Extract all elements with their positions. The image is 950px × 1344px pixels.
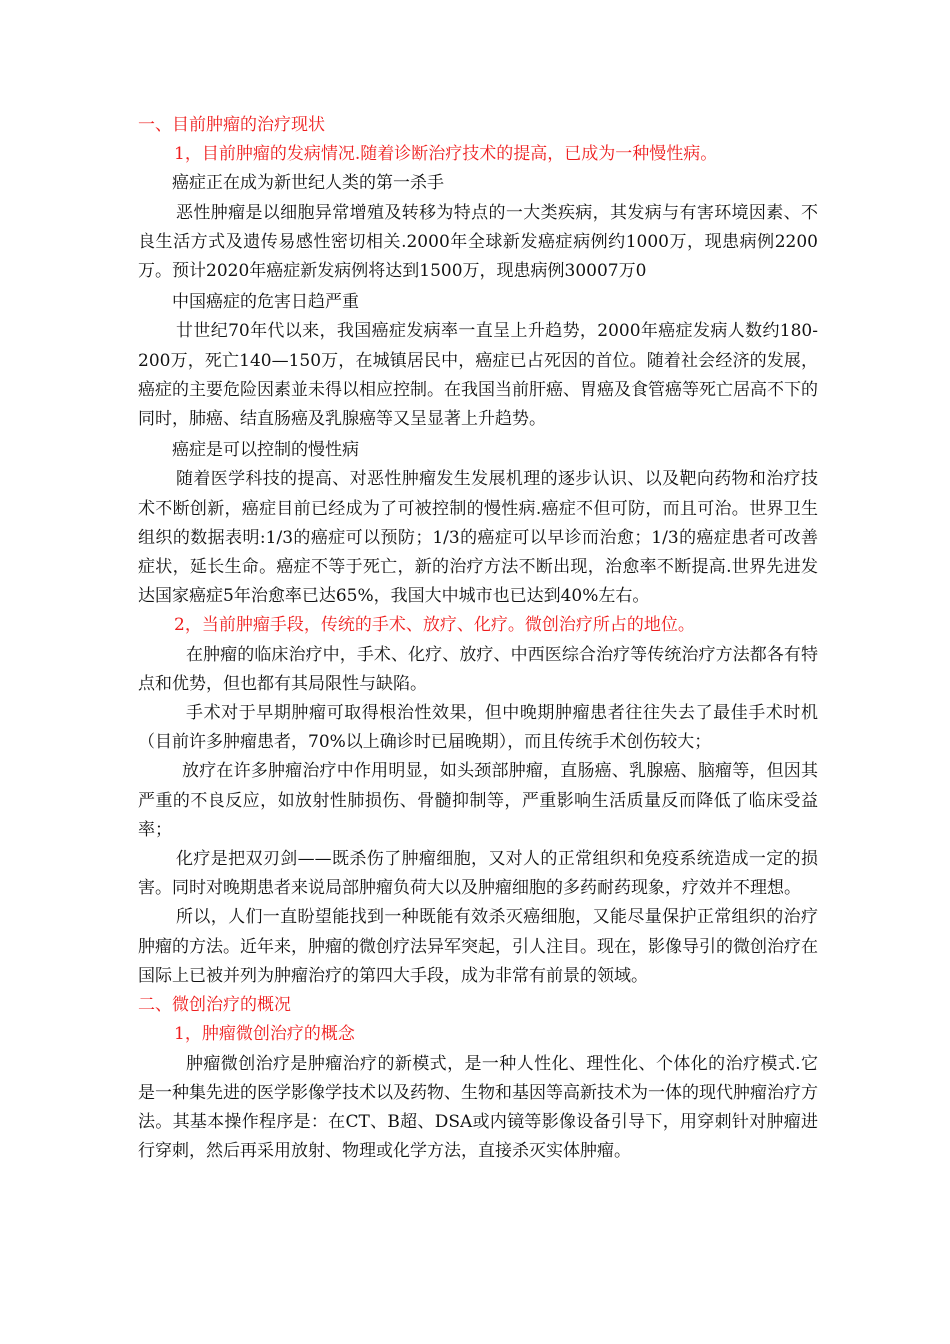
paragraph-4: 在肿瘤的临床治疗中，手术、化疗、放疗、中西医综合治疗等传统治疗方法都各有特点和优势，但也都有其局限性与缺陷。 [138,644,818,694]
paragraph-2: 廿世纪70年代以来，我国癌症发病率一直呈上升趋势，2000年癌症发病人数约180-200万，死亡140—150万，在城镇居民中，癌症已占死因的首位。随着社会经济的发展，癌症的主要危险因素並未得以相应控制。在我国当前肝癌、胃癌及食管癌等死亡居高不下的同时，肺癌、结直肠癌及乳腺癌等又呈显著上升趋势。 [138,321,818,430]
paragraph-3: 随着医学科技的提高、对恶性肿瘤发生发展机理的逐步认识、以及靶向药物和治疗技术不断创新，癌症目前已经成为了可被控制的慢性病.癌症不但可防，而且可治。世界卫生组织的数据表明:1/3的癌症可以预防；1/3的癌症可以早诊而治愈；1/3的癌症患者可改善症状，延长生命。癌症不等于死亡，新的治疗方法不断出现，治愈率不断提高.世界先进发达国家癌症5年治愈率已达65%，我国大中城市也已达到40%左右。 [138,469,818,607]
subsection-1-2-heading: 2，当前肿瘤手段，传统的手术、放疗、化疗。微创治疗所占的地位。 [174,615,695,636]
paragraph-7: 化疗是把双刃剑——既杀伤了肿瘤细胞，又对人的正常组织和免疫系统造成一定的损害。同时对晚期患者来说局部肿瘤负荷大以及肿瘤细胞的多药耐药现象，疗效并不理想。 [138,849,818,899]
topic-heading-1: 癌症正在成为新世纪人类的第一杀手 [172,173,444,194]
subsection-1-1-heading: 1，目前肿瘤的发病情况.随着诊断治疗技术的提高，已成为一种慢性病。 [174,144,718,165]
paragraph-1: 恶性肿瘤是以细胞异常增殖及转移为特点的一大类疾病，其发病与有害环境因素、不良生活方式及遗传易感性密切相关.2000年全球新发癌症病例约1000万，现患病例2200万。预计2020年癌症新发病例将达到1500万，现患病例30007万0 [138,202,818,282]
paragraph-8: 所以，人们一直盼望能找到一种既能有效杀灭癌细胞，又能尽量保护正常组织的治疗肿瘤的方法。近年来，肿瘤的微创疗法异军突起，引人注目。现在，影像导引的微创治疗在国际上已被并列为肿瘤治疗的第四大手段，成为非常有前景的领域。 [138,907,818,986]
paragraph-6: 放疗在许多肿瘤治疗中作用明显，如头颈部肿瘤，直肠癌、乳腺癌、脑瘤等，但因其严重的不良反应，如放射性肺损伤、骨髓抑制等，严重影响生活质量反而降低了临床受益率； [138,761,818,840]
section-2-heading: 二、微创治疗的概况 [138,995,291,1016]
topic-heading-2: 中国癌症的危害日趋严重 [172,292,359,313]
paragraph-5: 手术对于早期肿瘤可取得根治性效果，但中晚期肿瘤患者往往失去了最佳手术时机（目前许多肿瘤患者，70%以上确诊时已届晚期），而且传统手术创伤较大； [138,703,818,753]
subsection-2-1-heading: 1，肿瘤微创治疗的概念 [174,1024,355,1045]
section-1-heading: 一、目前肿瘤的治疗现状 [138,115,325,135]
paragraph-9: 肿瘤微创治疗是肿瘤治疗的新模式，是一种人性化、理性化、个体化的治疗模式.它是一种集先进的医学影像学技术以及药物、生物和基因等高新技术为一体的现代肿瘤治疗方法。其基本操作程序是：在CT、B超、DSA或内镜等影像设备引导下，用穿刺针对肿瘤进行穿刺，然后再采用放射、物理或化学方法，直接杀灭实体肿瘤。 [138,1053,818,1162]
topic-heading-3: 癌症是可以控制的慢性病 [172,440,359,461]
